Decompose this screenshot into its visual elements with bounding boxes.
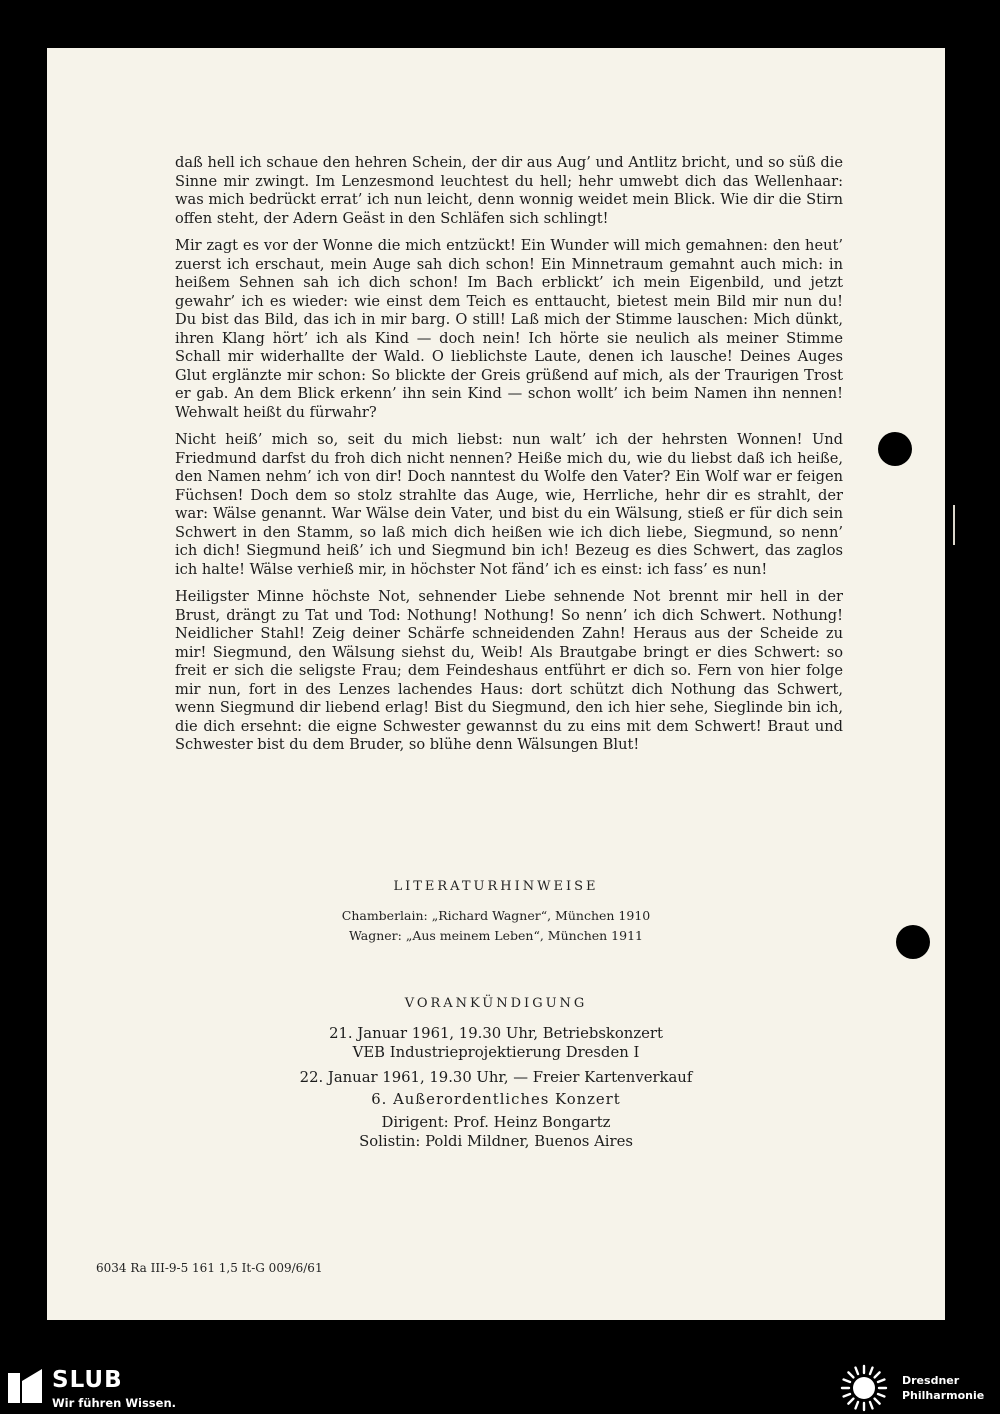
punch-hole-bottom [896,925,930,959]
slub-tagline: Wir führen Wissen. [52,1396,177,1410]
paragraph-1: daß hell ich schaue den hehren Schein, der dir aus Aug’ und Antlitz bricht, und so süß die Sinne mir zwingt. Im Lenzesmond leuchtest du hell; hehr umwebt dich das Wellenhaar: was mich bedrückt errat’ ich nun leicht, denn wonnig weidet mein Blick. Wie dir die Stirn offen steht, der Adern Geäst in den Schläfen sich schlingt! [175,154,843,227]
philharmonie-logo-icon[interactable] [840,1364,888,1412]
announcement-line-5: Dirigent: Prof. Heinz Bongartz [381,1114,611,1131]
punch-hole-top [878,432,912,466]
paragraph-2: Mir zagt es vor der Wonne die mich entzückt! Ein Wunder will mich gemahnen: den heut’ zuerst ich erschaut, mein Auge sah dich schon! Ein Minnetraum gemahnt auch mich: in heißem Sehnen sah ich dich schon! Im Bach erblickt’ ich mein Eigenbild, und jetzt gewahr’ ich es wieder: wie einst dem Teich es enttaucht, bietest mein Bild mir nun du! Du bist das Bild, das ich in mir barg. O still! Laß mich der Stimme lauschen: Mich dünkt, ihren Klang hört’ ich als Kind — doch nein! Ich hörte sie neulich als meiner Stimme Schall mir widerhallte der Wald. O lieblichste Laute, denen ich lausche! Deines Auges Glut erglänzte mir schon: So blickte der Greis grüßend auf mich, als der Traurigen Trost er gab. An dem Blick erkenn’ ihn sein Kind — schon wollt’ ich beim Namen ihn nennen! Wehwalt heißt du fürwahr? [175,237,843,421]
slub-logo-icon[interactable] [8,1369,42,1403]
paragraph-3: Nicht heiß’ mich so, seit du mich liebst: nun walt’ ich der hehrsten Wonnen! Und Friedmund darfst du froh dich nicht nennen? Heiße mich du, wie du liebst daß ich heiße, den Namen nehm’ ich von dir! Doch nanntest du Wolfe den Vater? Ein Wolf war er feigen Füchsen! Doch dem so stolz strahlte das Auge, wie, Herrliche, hehr dir es strahlt, der war: Wälse genannt. War Wälse dein Vater, und bist du ein Wälsung, stieß er für dich sein Schwert in den Stamm, so laß mich dich heißen wie ich dich liebe, Siegmund, so nenn’ ich dich! Siegmund heiß’ ich und Siegmund bin ich! Bezeug es dies Schwert, das zaglos ich halte! Wälse verhieß mir, in höchster Not fänd’ ich es einst: ich fass’ es nun! [175,431,843,578]
announcement-line-4: 6. Außerordentliches Konzert [371,1091,621,1108]
libretto-text [175,154,843,764]
announcement-line-2: VEB Industrieprojektierung Dresden I [352,1044,640,1061]
page-edge-mark [953,505,955,545]
announcement-line-3: 22. Januar 1961, 19.30 Uhr, — Freier Kartenverkauf [299,1069,693,1086]
announcement-line-6: Solistin: Poldi Mildner, Buenos Aires [359,1133,633,1150]
partner-name-line-1[interactable]: Dresdner [902,1374,960,1387]
partner-name-line-2[interactable]: Philharmonie [902,1389,985,1402]
literature-line-2: Wagner: „Aus meinem Leben“, München 1911 [349,928,643,943]
literature-line-1: Chamberlain: „Richard Wagner“, München 1910 [341,908,651,923]
announcement-heading: VORANKÜNDIGUNG [404,996,588,1011]
paragraph-4: Heiligster Minne höchste Not, sehnender Liebe sehnende Not brennt mir hell in der Brust, drängt zu Tat und Tod: Nothung! Nothung! So nenn’ ich dich Schwert. Nothung! Neidlicher Stahl! Zeig deiner Schärfe schneidenden Zahn! Heraus aus der Scheide zu mir! Siegmund, den Wälsung siehst du, Weib! Als Brautgabe bringt er dies Schwert: so freit er sich die seligste Frau; dem Feindeshaus entführt er dich so. Fern von hier folge mir nun, fort in des Lenzes lachendes Haus: dort schützt dich Nothung das Schwert, wenn Siegmund dir liebend erlag! Bist du Siegmund, den ich hier sehe, Sieglinde bin ich, die dich ersehnt: die eigne Schwester gewannst du zu eins mit dem Schwert! Braut und Schwester bist du dem Bruder, so blühe denn Wälsungen Blut! [175,588,843,753]
print-code: 6034 Ra III-9-5 161 1,5 It-G 009/6/61 [96,1261,323,1275]
slub-name[interactable]: SLUB [52,1367,123,1393]
footer-bar [0,1356,1000,1414]
announcement-line-1: 21. Januar 1961, 19.30 Uhr, Betriebskonzert [329,1025,663,1042]
document-page [47,48,945,1320]
literature-heading: LITERATURHINWEISE [393,879,599,894]
